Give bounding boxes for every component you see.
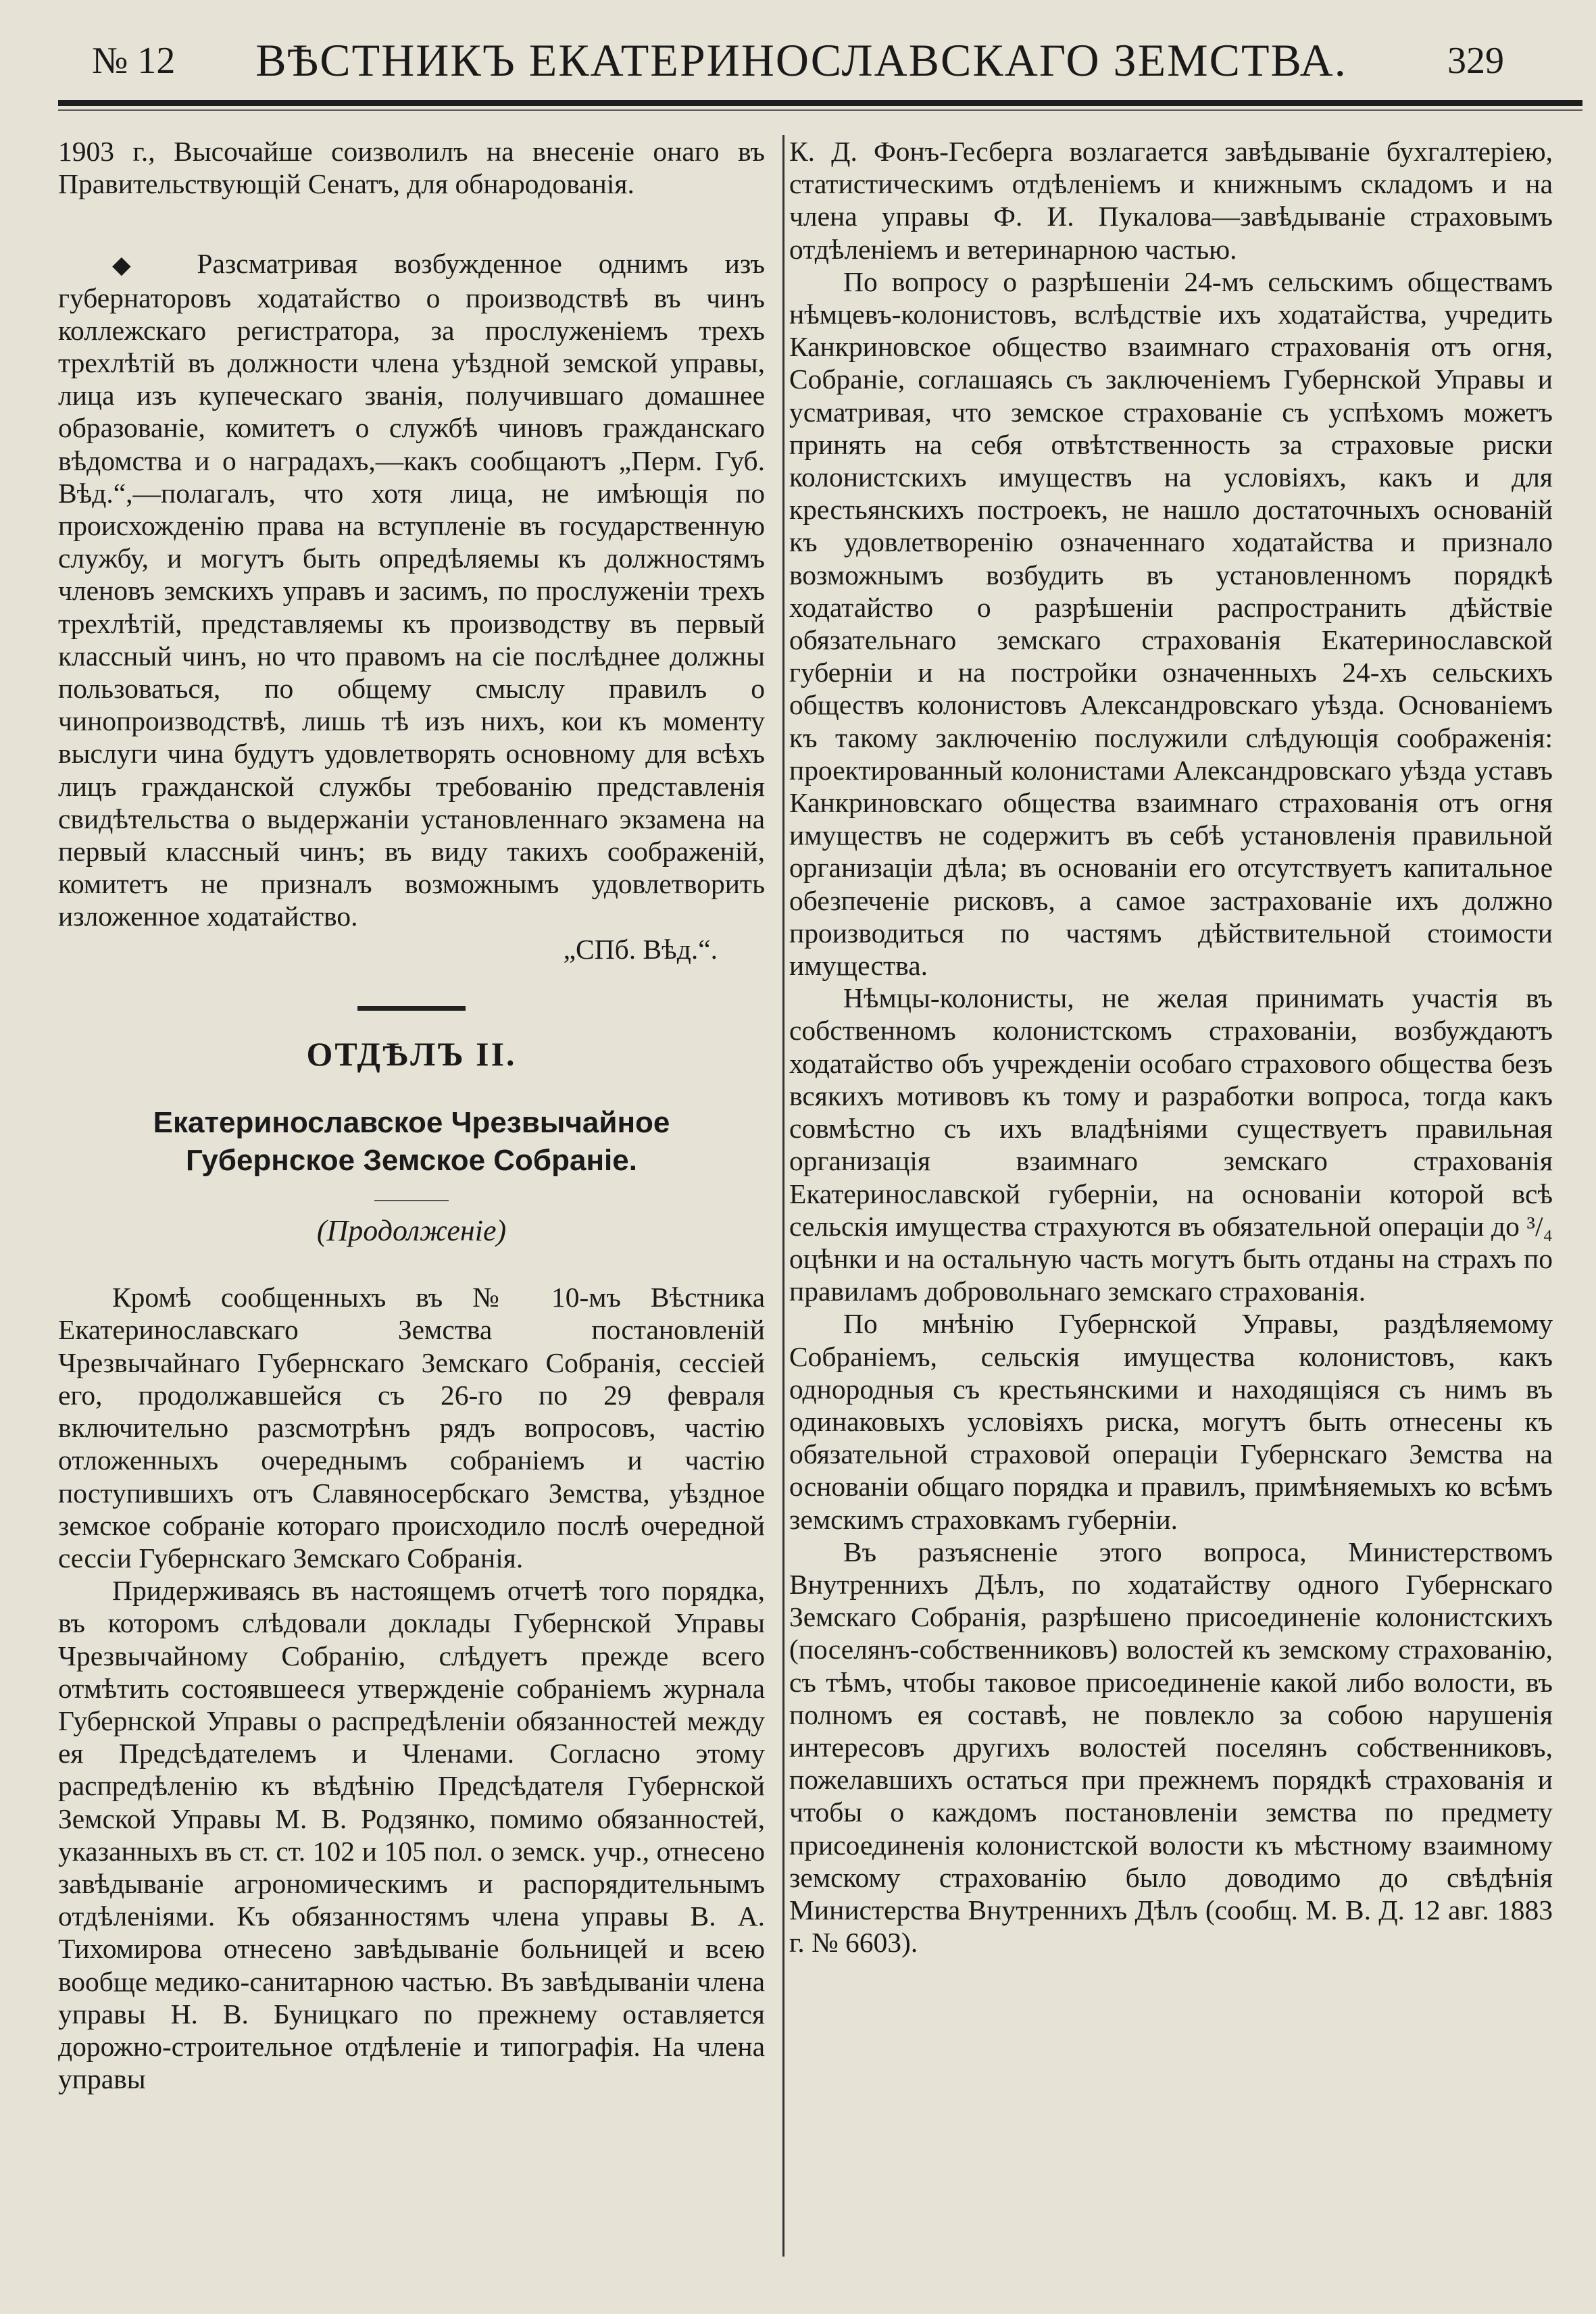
diamond-bullet-icon: ◆	[112, 251, 161, 279]
article-subtitle: (Продолженіе)	[316, 1214, 507, 1248]
section-title: ОТДѢЛЪ II.	[306, 1034, 517, 1073]
right-column	[789, 135, 1553, 1959]
page-header	[58, 27, 1545, 95]
issue-number: № 12	[92, 40, 176, 82]
section-rule	[357, 1006, 466, 1011]
left-paragraph-4: Придерживаясь въ настоящемъ отчетѣ того порядка, въ которомъ слѣдовали доклады Губернской Управы Чрезвычайному Собранію, слѣдуетъ прежде всего отмѣтить состоявшееся утвержденіе собраніемъ журнала Губернской Управы о распредѣленіи обязанностей между ея Предсѣдателемъ и Членами. Согласно этому распредѣленію къ вѣдѣнію Предсѣдателя Губернской Земской Управы М. В. Родзянко, помимо обязанностей, указанныхъ въ ст. ст. 102 и 105 пол. о земск. учр., отнесено завѣдываніе агрономическимъ и распорядительнымъ отдѣленіями. Къ обязанностямъ члена управы В. А. Тихомирова отнесено завѣдываніе больницей и всею вообще медико-санитарною частью. Въ завѣдываніи члена управы Н. В. Буницкаго по прежнему оставляется дорожно-строительное отдѣленіе и типографія. На члена управы	[58, 1575, 765, 2095]
right-paragraph-5: Въ разъясненіе этого вопроса, Министерствомъ Внутреннихъ Дѣлъ, по ходатайству одного Губернскаго Земскаго Собранія, разрѣшено присоединеніе колонистскихъ (поселянъ-собственниковъ) волостей къ земскому страхованію, съ тѣмъ, чтобы таковое присоединеніе какой либо волости, въ полномъ ея составѣ, не повлекло за собою нарушенія интересовъ другихъ волостей поселянъ собственниковъ, пожелавшихъ остаться при прежнемъ порядкѣ страхованія и чтобы о каждомъ постановленіи земства по предмету присоединенія колонистской волости къ мѣстному взаимному земскому страхованію было доводимо до свѣдѣнія Министерства Внутреннихъ Дѣлъ (сообщ. М. В. Д. 12 авг. 1883 г. № 6603).	[789, 1536, 1553, 1959]
journal-title: ВѢСТНИКЪ ЕКАТЕРИНОСЛАВСКАГО ЗЕМСТВА.	[255, 34, 1347, 86]
page-number: 329	[1447, 40, 1504, 82]
right-paragraph-3: Нѣмцы-колонисты, не желая принимать участія въ собственномъ колонистскомъ страхованіи, возбуждаютъ ходатайство объ учрежденіи особаго страхового общества безъ всякихъ мотивовъ къ тому и разработки вопроса, тогда какъ совмѣстно съ ихъ владѣніями существуетъ правильная организація взаимнаго земскаго страхованія Екатеринославской губерніи, на основаніи которой всѣ сельскія имущества страхуются въ обязательной операціи до ³/₄ оцѣнки и на остальную часть могутъ быть отданы на страхъ по правиламъ добровольнаго земскаго страхованія.	[789, 982, 1553, 1307]
left-paragraph-2	[58, 247, 765, 932]
source-signature: „СПб. Вѣд.“.	[563, 933, 718, 965]
right-paragraph-4: По мнѣнію Губернской Управы, раздѣляемому Собраніемъ, сельскія имущества колонистовъ, какъ однородныя съ крестьянскими и находящіяся съ нимъ въ одинаковыхъ условіяхъ риска, могутъ быть отнесены къ обязательной страховой операціи Губернскаго Земства на основаніи общаго порядка и правилъ, примѣняемыхъ ко всѣмъ земскимъ страховкамъ губерніи.	[789, 1308, 1553, 1535]
left-column	[58, 135, 765, 2095]
left-paragraph-1: 1903 г., Высочайше соизволилъ на внесеніе онаго въ Правительствующій Сенатъ, для обнародованія.	[58, 136, 765, 200]
right-paragraph-1: К. Д. Фонъ-Гесберга возлагается завѣдываніе бухгалтеріею, статистическимъ отдѣленіемъ и книжнымъ складомъ и на члена управы Ф. И. Пукалова—завѣдываніе страховымъ отдѣленіемъ и ветеринарною частью.	[789, 136, 1553, 265]
column-divider	[782, 135, 784, 2257]
article-heading: Екатеринославское Чрезвычайное Губернское Земское Собраніе.	[153, 1106, 670, 1178]
left-paragraph-3: Кромѣ сообщенныхъ въ № 10-мъ Вѣстника Екатеринославскаго Земства постановленій Чрезвычайнаго Губернскаго Земскаго Собранія, сессіей его, продолжавшейся съ 26-го по 29 февраля включительно разсмотрѣнъ рядъ вопросовъ, частію отложенныхъ очереднымъ собраніемъ и частію поступившихъ отъ Славяносербскаго Земства, уѣздное земское собраніе котораго происходило послѣ очередной сессіи Губернскаго Земскаго Собранія.	[58, 1282, 765, 1574]
header-rule-thin	[58, 109, 1582, 111]
left-paragraph-2-text: Разсматривая возбужденное однимъ изъ губернаторовъ ходатайство о производствѣ въ чинъ коллежскаго регистратора, за прослуженіемъ трехъ трехлѣтій въ должности члена уѣздной земской управы, лица изъ купеческаго званія, получившаго домашнее образованіе, комитетъ о службѣ чиновъ гражданскаго вѣдомства и о наградахъ,—какъ сообщаютъ „Перм. Губ. Вѣд.“,—полагалъ, что хотя лица, не имѣющія по происхожденію права на вступленіе въ государственную службу, и могутъ быть опредѣляемы къ должностямъ членовъ земскихъ управъ и засимъ, по прослуженіи трехъ трехлѣтій, представляемы къ производству въ первый классный чинъ, но что правомъ на сіе послѣднее должны пользоваться, по общему смыслу правилъ о чинопроизводствѣ, лишь тѣ изъ нихъ, кои къ моменту выслуги чина будутъ удовлетворять основному для всѣхъ лицъ гражданской службы требованію представленія свидѣтельства о выдержаніи установленнаго экзамена на первый классный чинъ; въ виду такихъ соображеній, комитетъ не призналъ возможнымъ удовлетворить изложенное ходатайство.	[58, 248, 765, 932]
spacer	[58, 200, 765, 247]
right-paragraph-2: По вопросу о разрѣшеніи 24-мъ сельскимъ обществамъ нѣмцевъ-колонистовъ, вслѣдствіе ихъ ходатайства, учредить Канкриновское общество взаимнаго страхованія отъ огня, Собраніе, соглашаясь съ заключеніемъ Губернской Управы и усматривая, что земское страхованіе съ успѣхомъ можетъ принять на себя отвѣтственность за страховые риски колонистскихъ имуществъ на условіяхъ, какъ и для крестьянскихъ построекъ, не нашло достаточныхъ основаній къ удовлетворенію означеннаго ходатайства и признало возможнымъ возбудить въ установленномъ порядкѣ ходатайство о разрѣшеніи распространить дѣйствіе обязательнаго земскаго страхованія Екатеринославской губерніи и на постройки означенныхъ 24-хъ сельскихъ обществъ колонистовъ Александровскаго уѣзда. Основаніемъ къ такому заключенію послужили слѣдующія соображенія: проектированный колонистами Александровскаго уѣзда уставъ Канкриновскаго общества взаимнаго страхованія отъ огня имуществъ не содержитъ въ себѣ установленія правильной организаціи дѣла; въ основаніи его отсутствуетъ капитальное обезпеченіе рисковъ, а самое застрахованіе ихъ должно производиться по частямъ дѣйствительной стоимости имущества.	[789, 266, 1553, 982]
heading-rule	[374, 1200, 449, 1201]
header-rule-thick	[58, 100, 1582, 106]
